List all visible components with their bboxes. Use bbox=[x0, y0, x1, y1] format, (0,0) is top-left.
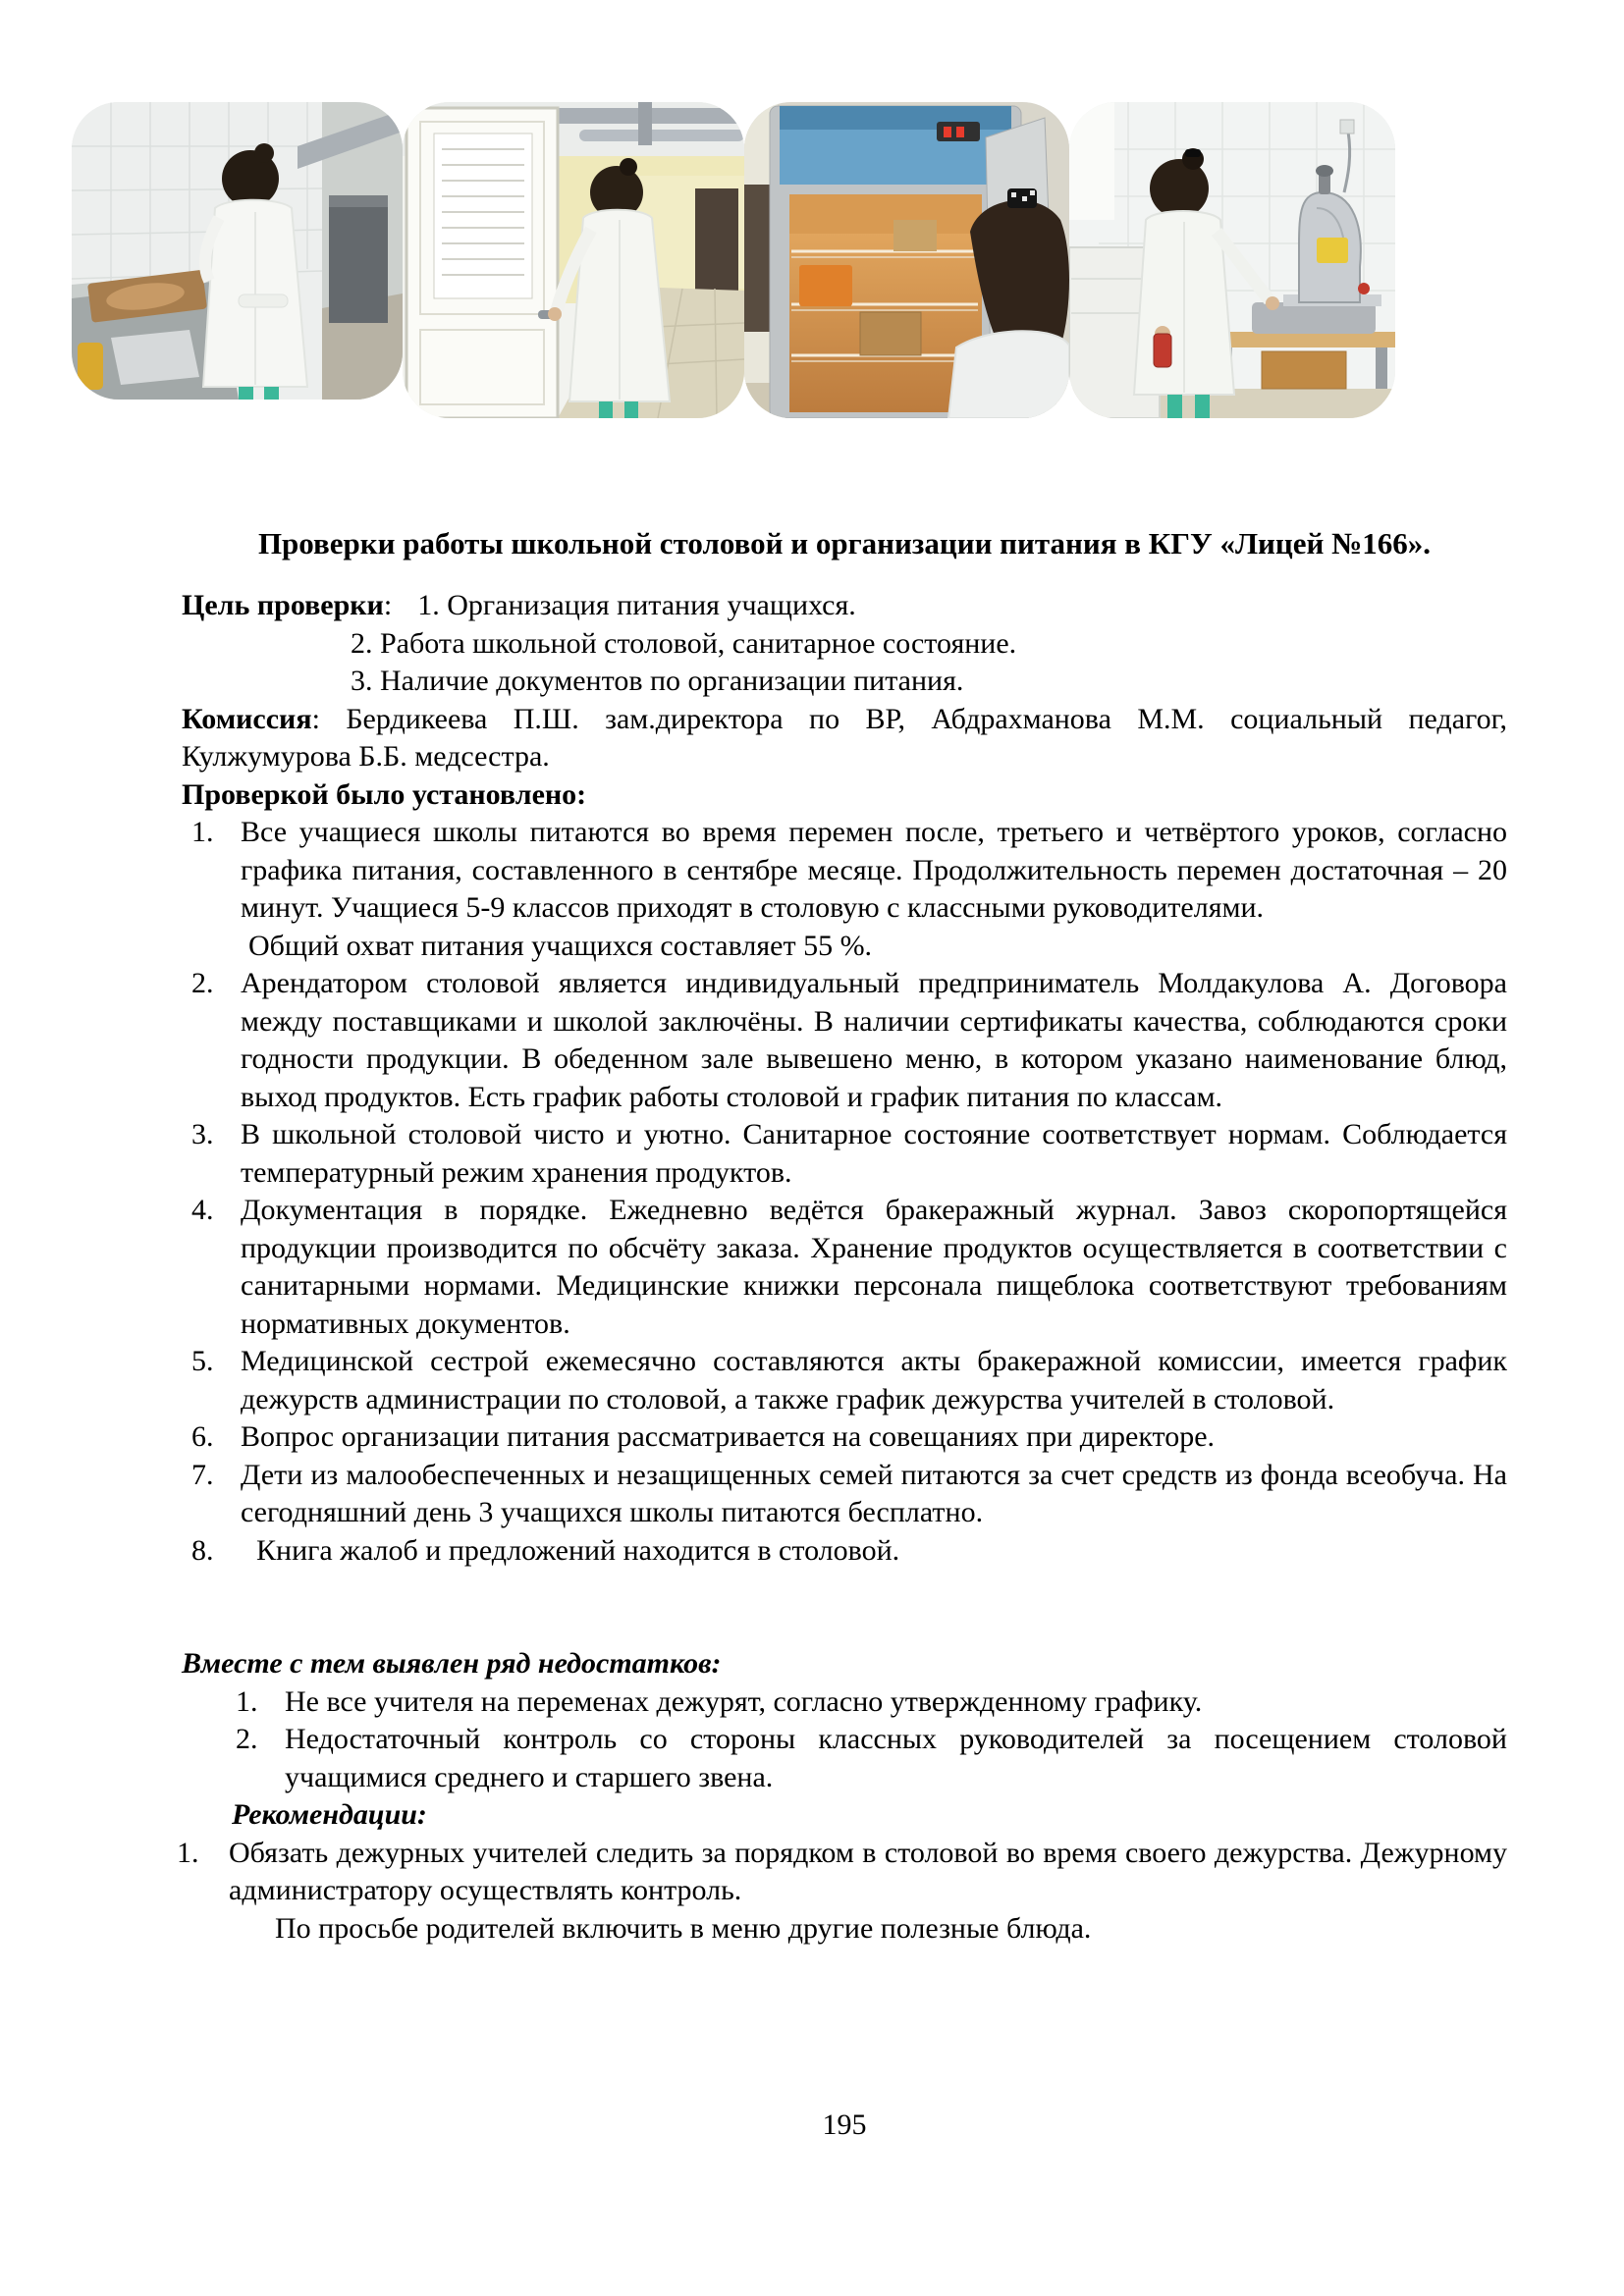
goal-item-1: 1. Организация питания учащихся. bbox=[417, 589, 856, 621]
item-text: Не все учителя на переменах дежурят, согласно утвержденному графику. bbox=[285, 1684, 1203, 1718]
photo-slicer-check bbox=[1069, 102, 1395, 418]
item-number: 1. bbox=[191, 816, 214, 848]
goal-colon: : bbox=[383, 589, 393, 621]
recommendation-item bbox=[177, 1835, 1507, 1910]
item-number: 2. bbox=[191, 967, 214, 999]
white-door bbox=[406, 108, 560, 418]
item-text: В школьной столовой чисто и уютно. Санитарное состояние соответствует нормам. Соблюдается температурный режим хранения продуктов. bbox=[241, 1118, 1507, 1189]
finding-item bbox=[182, 1418, 1507, 1457]
report-body bbox=[177, 587, 1507, 1948]
phone bbox=[1154, 334, 1171, 367]
findings-list bbox=[182, 814, 1507, 1570]
photo-strip bbox=[72, 102, 1395, 418]
shortcomings-heading: Вместе с тем выявлен ряд недостатков: bbox=[182, 1647, 722, 1680]
item-number: 8. bbox=[191, 1533, 214, 1567]
finding-item bbox=[182, 965, 1507, 1116]
item-number: 2. bbox=[236, 1723, 258, 1755]
finding-item bbox=[182, 1192, 1507, 1343]
commission-label: Комиссия bbox=[182, 702, 312, 735]
goal-item-3: 3. Наличие документов по организации питания. bbox=[351, 665, 964, 697]
item-text: Недостаточный контроль со стороны классных руководителей за посещением столовой учащимися среднего и старшего звена. bbox=[285, 1723, 1507, 1793]
finding-item bbox=[182, 1116, 1507, 1192]
item-number: 1. bbox=[177, 1836, 199, 1869]
photo-kitchen-counter bbox=[72, 102, 403, 400]
shortcoming-item bbox=[236, 1683, 1507, 1722]
temperature-display bbox=[944, 127, 951, 137]
item-text: Дети из малообеспеченных и незащищенных семей питаются за счет средств из фонда всеобуча. На сегодняшний день 3 учащихся школы питаются бесплатно. bbox=[241, 1458, 1507, 1528]
findings-heading: Проверкой было установлено: bbox=[182, 777, 587, 811]
photo-refrigerator-check bbox=[744, 102, 1069, 418]
recommendation-extra: По просьбе родителей включить в меню другие полезные блюда. bbox=[275, 1911, 1092, 1945]
item-text: Документация в порядке. Ежедневно ведётся бракеражный журнал. Завоз скоропортящейся продукции производится по обсчёту заказа. Хранение продуктов осуществляется в соответствии с санитарными нормами. Медицинские книжки персонала пищеблока соответствуют требованиям нормативных документов. bbox=[241, 1194, 1507, 1340]
item-number: 5. bbox=[191, 1345, 214, 1377]
item-text: Книга жалоб и предложений находится в столовой. bbox=[256, 1533, 900, 1567]
finding-item bbox=[182, 1457, 1507, 1532]
goal-label: Цель проверки bbox=[182, 589, 384, 621]
photo-refrigerator-image bbox=[744, 102, 1069, 418]
finding-item bbox=[182, 814, 1507, 965]
page-title: Проверки работы школьной столовой и организации питания в КГУ «Лицей №166». bbox=[257, 526, 1432, 561]
item-text: Вопрос организации питания рассматривается на совещаниях при директоре. bbox=[241, 1420, 1216, 1453]
item-text: Все учащиеся школы питаются во время перемен после, третьего и четвёртого уроков, согласно графика питания, составленного в сентябре месяце. Продолжительность перемен достаточная – 20 минут. Учащиеся 5-9 классов приходят в столовую с классными руководителями. bbox=[241, 816, 1507, 924]
photo-kitchen-counter-image bbox=[72, 102, 403, 400]
finding-item bbox=[182, 1343, 1507, 1418]
photo-door-check-image bbox=[403, 102, 744, 418]
item-number: 3. bbox=[191, 1118, 214, 1150]
photo-door-check bbox=[403, 102, 744, 418]
item-number: 7. bbox=[191, 1458, 214, 1491]
commission-line bbox=[182, 701, 1507, 776]
item-text: Медицинской сестрой ежемесячно составляются акты бракеражной комиссии, имеется график дежурств администрации по столовой, а также график дежурства учителей в столовой. bbox=[241, 1345, 1507, 1415]
item-number: 1. bbox=[236, 1684, 258, 1718]
warning-sticker bbox=[1317, 238, 1348, 263]
photo-slicer-image bbox=[1069, 102, 1395, 418]
shortcomings-list bbox=[236, 1683, 1507, 1797]
item-text: Обязать дежурных учителей следить за порядком в столовой во время своего дежурства. Дежурному администратору осуществлять контроль. bbox=[229, 1836, 1507, 1906]
item-number: 4. bbox=[191, 1194, 214, 1226]
finding-item bbox=[182, 1532, 1507, 1571]
item-number: 6. bbox=[191, 1420, 214, 1453]
orange-box bbox=[799, 265, 852, 306]
recommendations-list bbox=[177, 1835, 1507, 1910]
goal-line bbox=[182, 587, 1507, 625]
item-text-2: Общий охват питания учащихся составляет 55 %. bbox=[248, 929, 873, 962]
page-number: 195 bbox=[822, 2109, 867, 2141]
commission-text: : Бердикеева П.Ш. зам.директора по ВР, Абдрахманова М.М. социальный педагог, Кулжумурова Б.Б. медсестра. bbox=[182, 702, 1507, 773]
goal-item-2: 2. Работа школьной столовой, санитарное состояние. bbox=[351, 626, 1017, 660]
shortcoming-item bbox=[236, 1721, 1507, 1796]
item-text: Арендатором столовой является индивидуальный предприниматель Молдакулова А. Договора между поставщиками и школой заключёны. В наличии сертификаты качества, соблюдаются сроки годности продукции. В обеденном зале вывешено меню, в котором указано наименование блюд, выход продуктов. Есть график работы столовой и график питания по классам. bbox=[241, 967, 1507, 1113]
recommendations-heading: Рекомендации: bbox=[232, 1798, 427, 1831]
